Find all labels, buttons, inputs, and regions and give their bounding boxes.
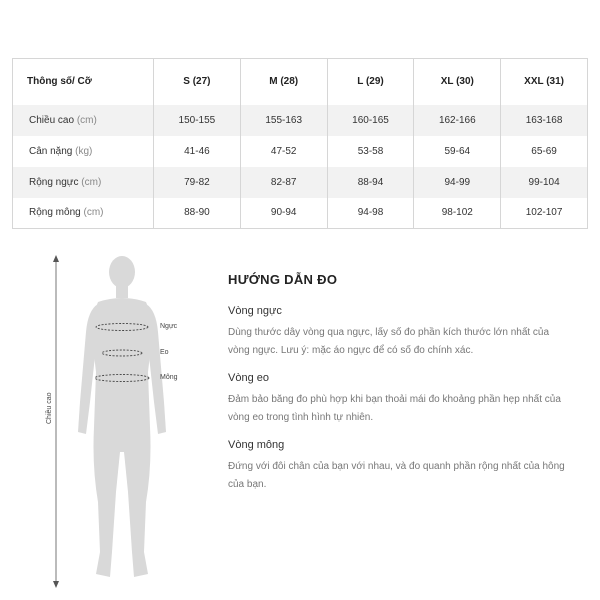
row-label xyxy=(13,105,154,136)
table-row xyxy=(13,198,588,229)
table-cell: 59-64 xyxy=(414,136,501,167)
table-cell: 41-46 xyxy=(154,136,241,167)
chest-label: Ngực xyxy=(160,323,178,330)
body-silhouette-icon xyxy=(40,252,190,592)
table-cell: 88-90 xyxy=(154,198,241,229)
size-header-s: S (27) xyxy=(154,59,241,105)
table-cell: 53-58 xyxy=(327,136,414,167)
table-cell: 88-94 xyxy=(327,167,414,198)
table-cell: 99-104 xyxy=(501,167,588,198)
guide-text: Đảm bảo băng đo phù hợp khi bạn thoải mái đo khoảng phần hẹp nhất của vòng eo trong tình hình tự nhiên. xyxy=(228,394,561,423)
table-header-row xyxy=(13,59,588,105)
table-cell: 98-102 xyxy=(414,198,501,229)
table-cell: 162-166 xyxy=(414,105,501,136)
guide-heading: Vòng mông xyxy=(228,439,285,451)
row-label-text: Cân nặng xyxy=(29,145,73,157)
row-unit: (cm) xyxy=(76,114,97,126)
table-cell: 79-82 xyxy=(154,167,241,198)
size-header-xl: XL (30) xyxy=(414,59,501,105)
guide-title: HƯỚNG DẪN ĐO xyxy=(228,272,338,287)
row-label xyxy=(13,136,154,167)
measurement-guide xyxy=(228,272,568,506)
size-header-l: L (29) xyxy=(327,59,414,105)
guide-section-hip xyxy=(228,439,568,494)
size-header-m: M (28) xyxy=(240,59,327,105)
table-cell: 163-168 xyxy=(501,105,588,136)
table-cell: 94-98 xyxy=(327,198,414,229)
table-cell: 155-163 xyxy=(240,105,327,136)
row-label-text: Chiều cao xyxy=(29,114,75,126)
row-unit: (kg) xyxy=(75,145,93,157)
row-unit: (cm) xyxy=(81,176,102,188)
guide-text: Đứng với đôi chân của bạn với nhau, và đo quanh phần rộng nhất của hông của bạn. xyxy=(228,461,565,490)
height-label: Chiều cao xyxy=(46,392,53,424)
table-cell: 94-99 xyxy=(414,167,501,198)
guide-section-chest xyxy=(228,305,568,360)
table-cell: 150-155 xyxy=(154,105,241,136)
row-label xyxy=(13,198,154,229)
row-unit: (cm) xyxy=(83,207,104,219)
table-cell: 160-165 xyxy=(327,105,414,136)
table-cell: 82-87 xyxy=(240,167,327,198)
size-chart-table xyxy=(12,58,588,229)
table-row xyxy=(13,167,588,198)
table-cell: 47-52 xyxy=(240,136,327,167)
hip-label: Mông xyxy=(160,374,178,381)
table-cell: 102-107 xyxy=(501,198,588,229)
row-label-text: Rộng mông xyxy=(29,207,81,219)
table-cell: 90-94 xyxy=(240,198,327,229)
size-header-xxl: XXL (31) xyxy=(524,76,565,88)
table-row xyxy=(13,136,588,167)
guide-heading: Vòng eo xyxy=(228,372,269,384)
header-label: Thông số/ Cỡ xyxy=(13,59,154,105)
body-measurement-figure xyxy=(40,252,190,592)
waist-label: Eo xyxy=(160,349,169,356)
row-label-text: Rộng ngực xyxy=(29,176,79,188)
table-cell: 65-69 xyxy=(501,136,588,167)
guide-heading: Vòng ngực xyxy=(228,305,282,317)
guide-text: Dùng thước dây vòng qua ngực, lấy số đo phần kích thước lớn nhất của vòng ngực. Lưu ý: mặc áo ngực để có số đo chính xác. xyxy=(228,327,550,356)
table-row xyxy=(13,105,588,136)
row-label xyxy=(13,167,154,198)
guide-section-waist xyxy=(228,372,568,427)
